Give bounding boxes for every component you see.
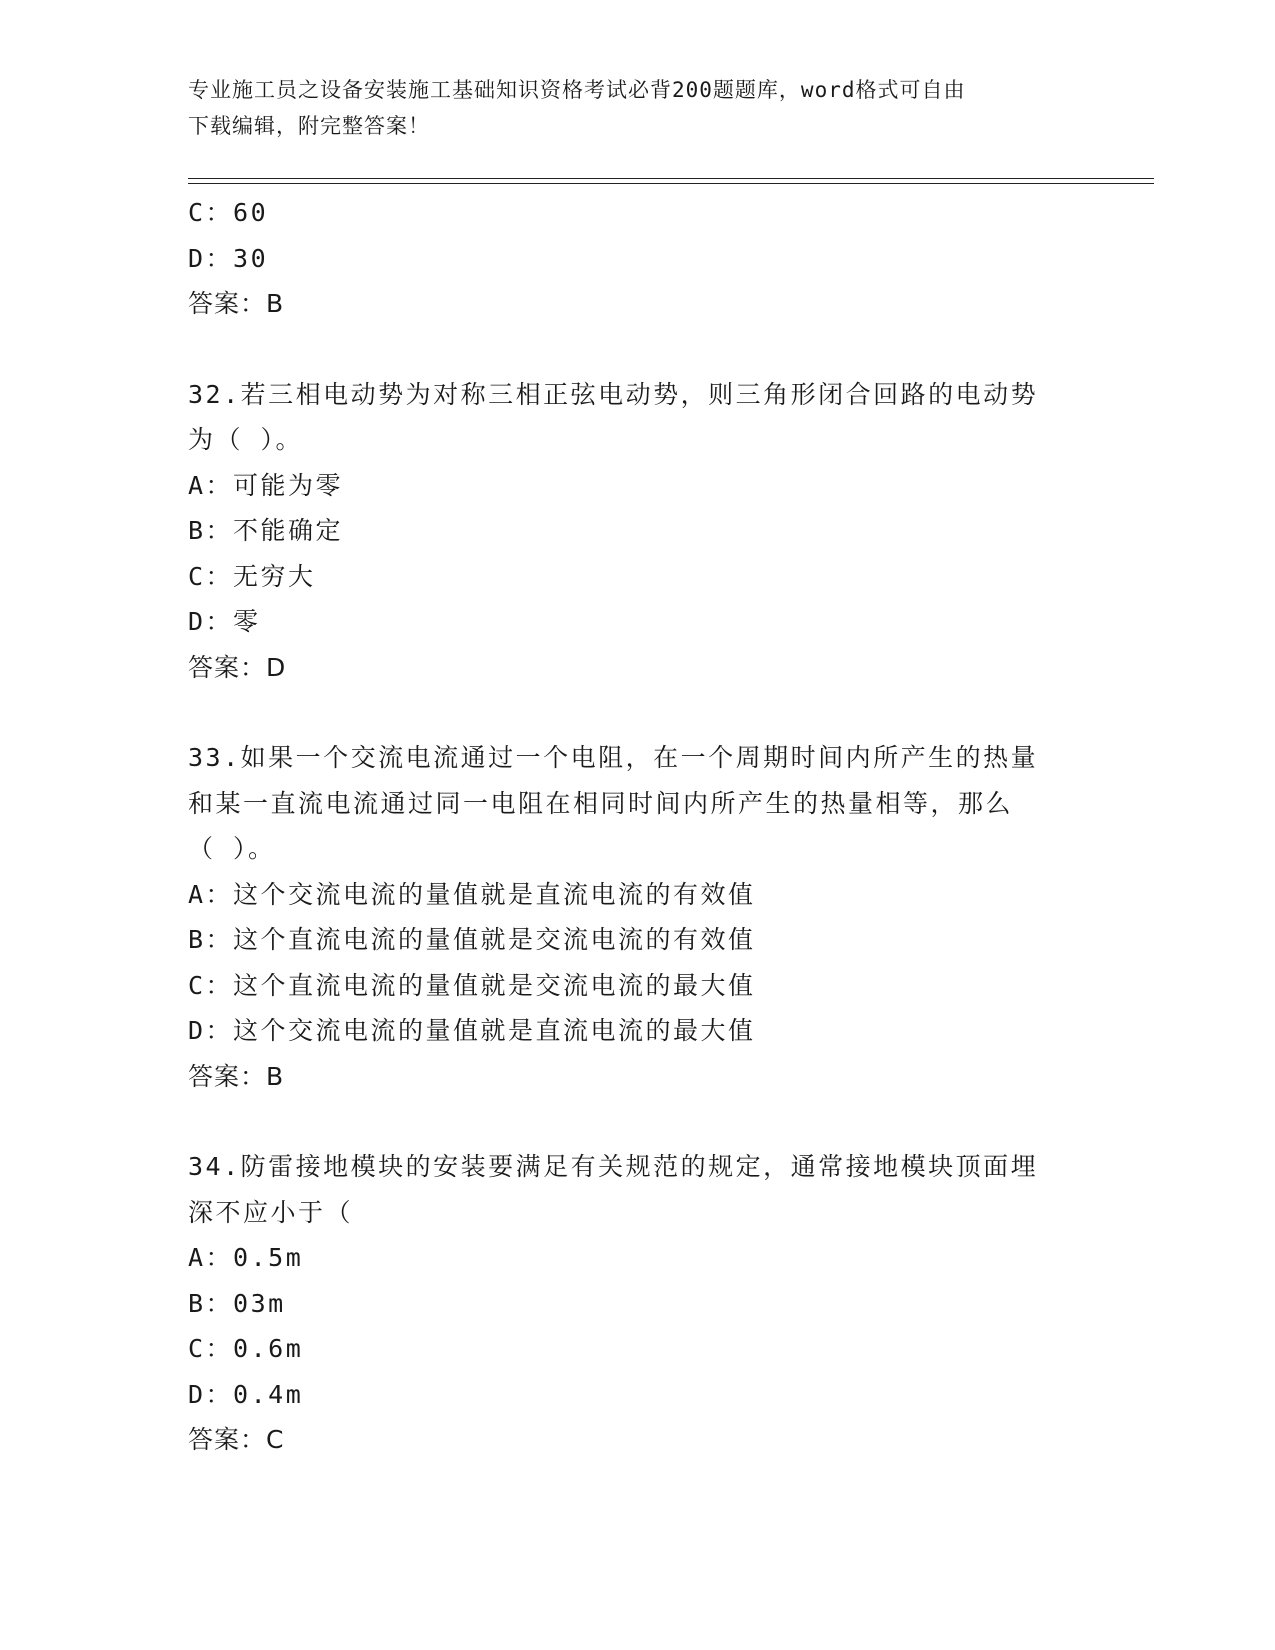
- answer: 答案：C: [188, 1425, 285, 1454]
- question-text-line-2: 和某一直流电流通过同一电阻在相同时间内所产生的热量相等，那么: [188, 788, 1014, 818]
- question-text-line-2: 深不应小于（: [188, 1197, 354, 1227]
- answer: 答案：D: [188, 652, 287, 682]
- option-c: C：60: [188, 198, 269, 227]
- option-b: B：不能确定: [188, 516, 344, 545]
- header-line-2: 下载编辑，附完整答案！: [188, 114, 430, 138]
- option-c: C：这个直流电流的量值就是交流电流的最大值: [188, 970, 756, 1000]
- option-a: A：0.5m: [188, 1243, 304, 1272]
- spacer: [188, 327, 1088, 372]
- option-a: A：这个交流电流的量值就是直流电流的有效值: [188, 879, 756, 909]
- question-31-tail: [188, 190, 1088, 327]
- answer: 答案：B: [188, 289, 285, 318]
- spacer: [188, 1099, 1088, 1144]
- question-text-line-1: 34.防雷接地模块的安装要满足有关规范的规定，通常接地模块顶面埋: [188, 1152, 1039, 1181]
- option-d: D：0.4m: [188, 1379, 304, 1409]
- option-d: D：零: [188, 607, 261, 636]
- option-a: A：可能为零: [188, 470, 344, 500]
- question-32: [188, 372, 1088, 691]
- header-divider-top: [188, 178, 1154, 179]
- question-33: [188, 735, 1088, 1099]
- option-c: C：0.6m: [188, 1334, 304, 1363]
- header-line-1: 专业施工员之设备安装施工基础知识资格考试必背200题题库，word格式可自由: [188, 78, 966, 102]
- document-body: [188, 190, 1088, 1463]
- question-text-line-2: 为（ ）。: [188, 425, 304, 454]
- answer: 答案：B: [188, 1061, 285, 1091]
- question-text-line-1: 32.若三相电动势为对称三相正弦电动势，则三角形闭合回路的电动势: [188, 379, 1039, 409]
- header-divider-bottom: [188, 183, 1154, 184]
- option-c: C：无穷大: [188, 561, 316, 591]
- spacer: [188, 690, 1088, 735]
- option-d: D：这个交流电流的量值就是直流电流的最大值: [188, 1016, 756, 1045]
- option-b: B：这个直流电流的量值就是交流电流的有效值: [188, 925, 756, 954]
- question-34: [188, 1144, 1088, 1463]
- question-text-line-3: （ ）。: [188, 834, 276, 863]
- option-d: D：30: [188, 243, 269, 273]
- option-b: B：03m: [188, 1288, 286, 1318]
- document-header: [188, 72, 1068, 144]
- question-text-line-1: 33.如果一个交流电流通过一个电阻，在一个周期时间内所产生的热量: [188, 743, 1039, 772]
